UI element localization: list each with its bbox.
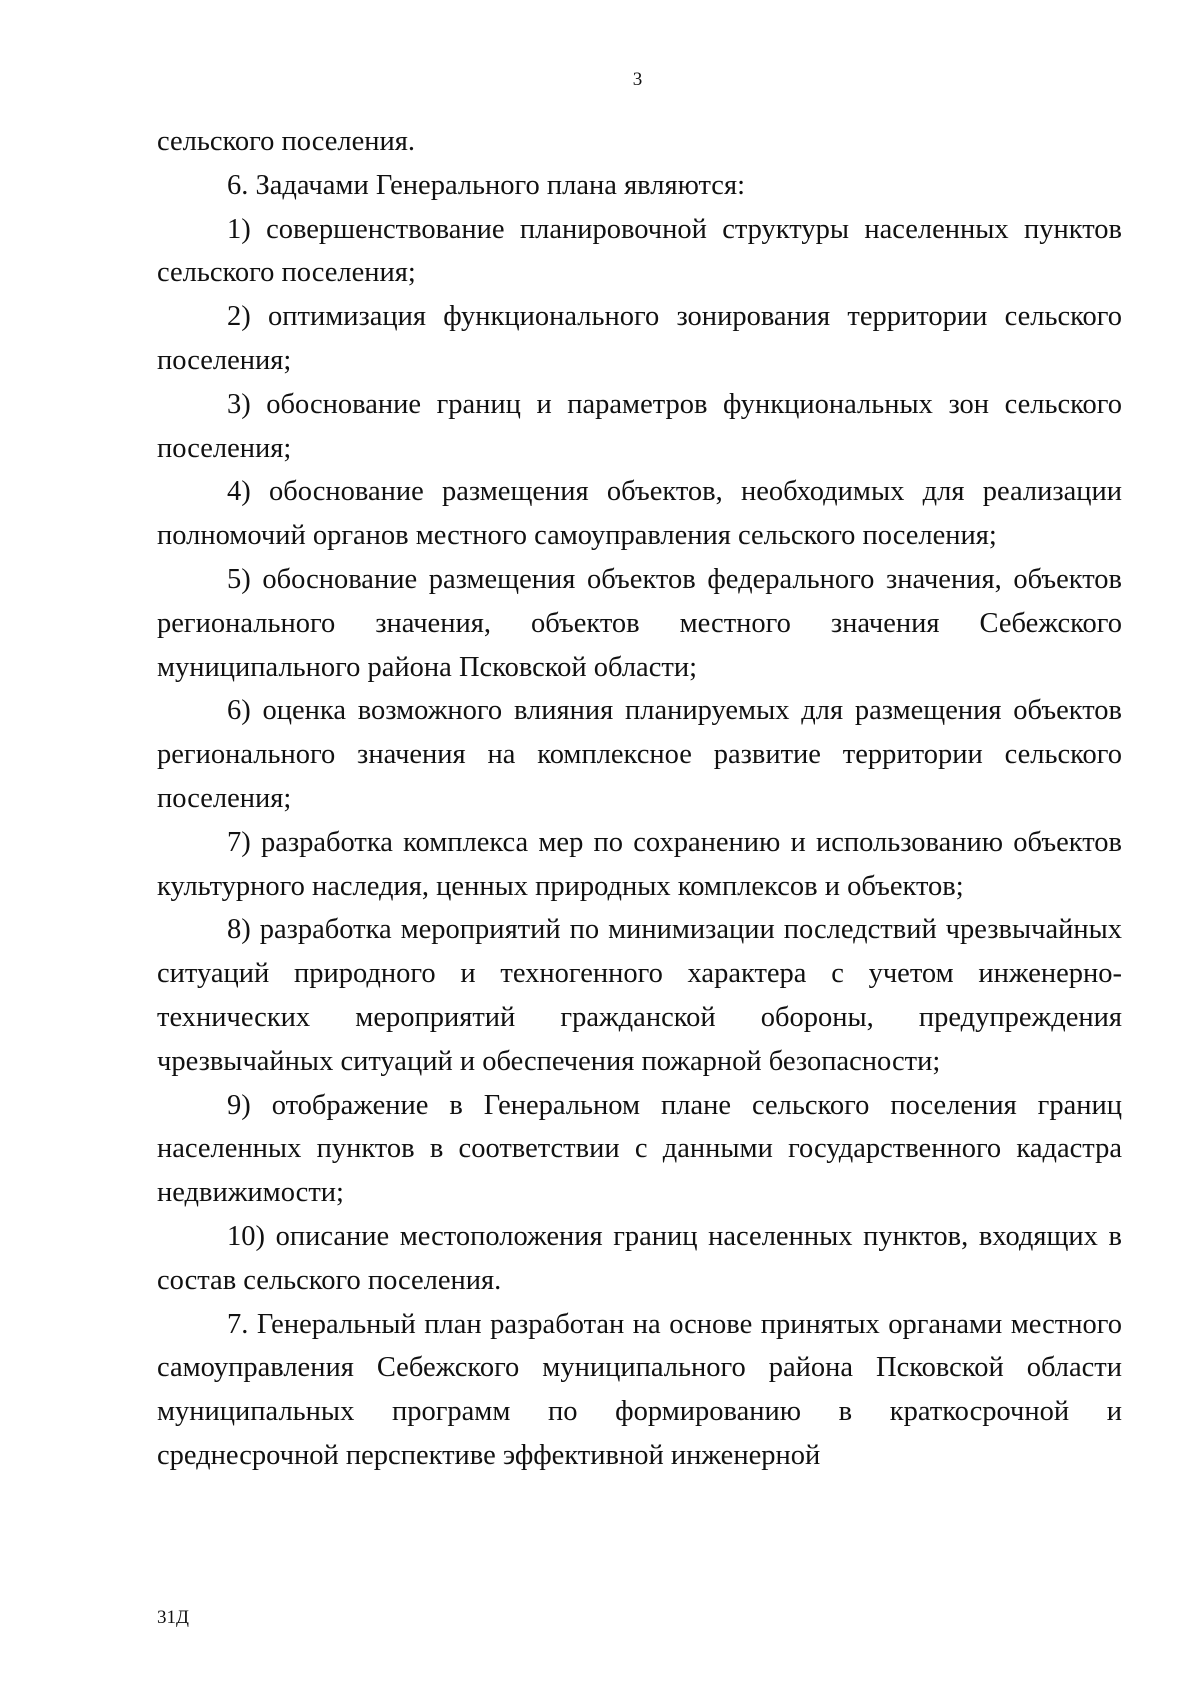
list-item-6: 6) оценка возможного влияния планируемых для размещения объектов регионального значения на комплексное развитие территории сельского поселения; [157,695,1122,814]
footer-document-code: 31Д [157,1607,189,1628]
page-number: 3 [632,69,643,90]
paragraph-continuation: сельского поселения. [157,126,415,157]
list-item-2: 2) оптимизация функционального зонирования территории сельского поселения; [157,301,1122,376]
list-item-7: 7) разработка комплекса мер по сохранению и использованию объектов культурного наследия, ценных природных комплексов и объектов; [157,826,1122,902]
list-item-10: 10) описание местоположения границ населенных пунктов, входящих в состав сельского поселения. [157,1220,1122,1296]
list-item-1: 1) совершенствование планировочной структуры населенных пунктов сельского поселения; [157,213,1122,289]
list-item-4: 4) обоснование размещения объектов, необходимых для реализации полномочий органов местного самоуправления сельского поселения; [157,476,1122,552]
list-item-5: 5) обоснование размещения объектов федерального значения, объектов регионального значения, объектов местного значения Себежского муниципального района Псковской области; [157,563,1122,683]
paragraph-section-6-heading: 6. Задачами Генерального плана являются: [227,169,745,201]
paragraph-section-7: 7. Генеральный план разработан на основе принятых органами местного самоуправления Себежского муниципального района Псковской области муниципальных программ по формированию в краткосрочной и среднесрочной перспективе эффективной инженерной [157,1308,1122,1471]
document-body [157,120,1122,1478]
list-item-9: 9) отображение в Генеральном плане сельского поселения границ населенных пунктов в соответствии с данными государственного кадастра недвижимости; [157,1089,1122,1209]
list-item-8: 8) разработка мероприятий по минимизации последствий чрезвычайных ситуаций природного и техногенного характера с учетом инженерно-технических мероприятий гражданской обороны, предупреждения чрезвычайных ситуаций и обеспечения пожарной безопасности; [157,914,1122,1077]
list-item-3: 3) обоснование границ и параметров функциональных зон сельского поселения; [157,388,1122,464]
